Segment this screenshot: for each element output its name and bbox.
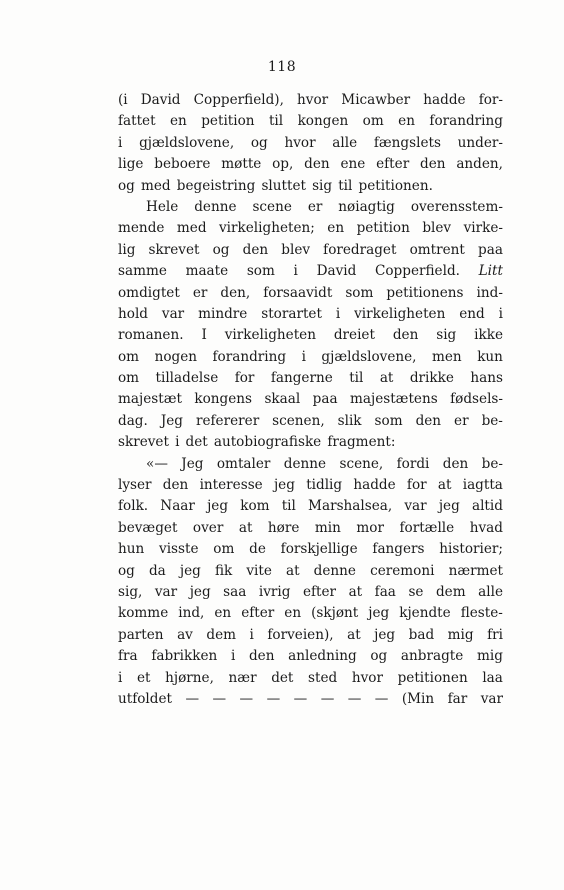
word: fra [118,648,138,665]
word: var [154,583,178,600]
word: til [349,370,364,387]
word: jeg [368,605,390,622]
word: bevæget [118,519,178,536]
word: jeg [179,562,201,579]
text-line [118,668,503,689]
text-line [118,240,503,261]
word: drikke [409,370,454,387]
word: var [404,498,427,515]
word: en [214,605,232,622]
word: virkeligheten [224,327,316,344]
word: min [314,519,341,536]
word: folk. [118,498,149,515]
word: (i [118,92,128,108]
text-line [118,261,503,282]
word: denne [283,455,327,472]
word: nogen [154,348,198,365]
word: alle [332,134,358,151]
word: dreiet [333,327,375,344]
word: den [304,156,330,173]
word: kongens [194,391,253,408]
word: i [175,434,180,451]
word: mor [356,519,384,536]
word: majestæt [118,391,182,408]
word: fragment: [327,434,396,451]
word: den [242,241,269,258]
word: petitionen [397,669,468,686]
word: utfoldet [118,690,172,707]
word: petition [201,113,255,130]
word: hvor [297,92,329,108]
word: en [327,220,345,237]
word: fordi [396,455,430,472]
word: nøiagtig [338,198,395,215]
word: efter [376,156,410,173]
word: denne [313,562,356,579]
word: lyser [118,477,152,494]
word: om [362,113,384,130]
word: at [238,519,253,536]
word: fængslets [373,134,441,151]
word: anden, [456,156,503,173]
word: David [316,263,357,280]
word: Copperfield. [374,263,460,280]
word: nær [228,669,257,686]
word: i [249,626,254,643]
word: virke- [463,220,503,237]
word: over [192,519,224,536]
word: kun [477,348,503,365]
word: fik [214,562,233,579]
word: som [246,263,275,280]
word: en [398,113,415,130]
word: komme [118,605,169,622]
word: — [239,690,254,707]
text-line [118,582,503,603]
word: et [136,669,151,686]
word: skaal [264,391,301,408]
word: fortælle [399,519,455,536]
word: Litt [478,263,503,280]
word: møtte [221,156,262,173]
word: altid [471,498,503,515]
text-line [118,496,503,517]
word: Micawber [341,92,411,108]
word: hvor [351,669,383,686]
word: at [348,583,363,600]
word: — [347,690,362,707]
word: petitionens [386,284,464,301]
word: i [293,263,298,280]
word: storartet [261,305,322,322]
word: hun [118,541,145,558]
word: fattet [118,113,156,130]
word: at [347,626,361,643]
word: sig [436,327,457,344]
word: saa [223,583,247,600]
word: hold [118,305,148,322]
word: fleste- [460,605,503,622]
text-line [118,454,503,475]
word: parten [118,626,164,643]
word: I [201,327,207,344]
word: jeg [374,626,396,643]
word: iagtta [462,477,503,494]
text-line [118,347,503,368]
word: Jeg [160,412,184,429]
body-text [118,90,503,710]
word: om [118,370,140,387]
word: i [498,305,503,322]
word: Marshalsea, [308,498,393,515]
word: i [301,348,306,365]
word: David [140,92,181,108]
word: den [420,156,446,173]
word: kom [240,498,270,515]
text-line [118,283,503,304]
word: denne [194,198,237,215]
word: om [118,348,140,365]
word: at [379,370,394,387]
word: end [459,305,485,322]
word: blev [422,220,452,237]
text-line [118,603,503,624]
word: dem [435,583,466,600]
text-line [118,518,503,539]
word: hvad [469,519,503,536]
word: petition [356,220,410,237]
word: far [447,690,468,707]
word: bad [408,626,435,643]
word: refererer [195,412,260,429]
word: scene, [339,455,384,472]
word: den [248,648,275,665]
word: og [250,134,268,151]
word: fødsels- [450,391,503,408]
word: at [437,477,452,494]
word: — [266,690,281,707]
word: op, [272,156,294,173]
word: det [185,434,208,451]
word: var [480,690,503,707]
text-line [118,111,503,132]
word: jeg [438,498,460,515]
word: hjørne, [165,669,214,686]
word: skrevet [118,434,169,451]
word: fri [487,626,503,643]
word: hvor [284,134,316,151]
word: er [192,284,208,301]
word: sted [308,669,338,686]
word: be- [481,412,503,429]
word: historier; [439,541,503,558]
word: jeg [189,583,211,600]
word: — [320,690,335,707]
word: Hele [146,198,179,215]
word: mindre [198,305,248,322]
text-line [118,176,503,197]
word: mig [447,626,474,643]
word: i [230,648,236,665]
word: (skjønt [311,605,359,622]
word: da [148,562,166,579]
word: for [234,370,255,387]
word: gjældslovene, [139,134,235,151]
word: den [392,327,419,344]
text-line [118,432,503,453]
text-line [118,304,503,325]
word: se [408,583,424,600]
text-line [118,90,503,111]
word: forsaavidt [263,284,333,301]
word: en [170,113,187,130]
text-line [118,411,503,432]
word: av [177,626,193,643]
word: sluttet [261,177,306,194]
word: om [213,541,235,558]
word: ind- [476,284,503,301]
word: er [454,412,469,429]
word: romanen. [118,327,184,344]
text-line [118,625,503,646]
word: forskjellige [280,541,358,558]
word: scene [252,198,292,215]
text-line [118,197,503,218]
word: paa [312,391,338,408]
word: den [162,477,189,494]
word: anledning [288,648,357,665]
word: kjendte [399,605,451,622]
word: virkeligheten; [218,220,315,237]
word: jeg [273,477,295,494]
word: be- [481,455,503,472]
word: — [212,690,227,707]
text-line [118,389,503,410]
word: lige [118,156,144,173]
word: forveien), [267,626,334,643]
word: var [161,305,185,322]
word: i [335,305,341,322]
word: sig, [118,583,143,600]
word: i [118,669,123,686]
word: virkeligheten [354,305,446,322]
word: lig [118,241,136,258]
word: sig [312,177,333,194]
word: slik [337,412,362,429]
word: de [249,541,266,558]
word: til [281,498,296,515]
word: men [432,348,462,365]
word: nærmet [448,562,503,579]
word: med [141,177,171,194]
word: fabrikken [151,648,218,665]
word: hadde [423,92,466,108]
word: og [118,562,135,579]
word: tilladelse [155,370,219,387]
word: høre [267,519,300,536]
word: er [307,198,323,215]
word: petitionen. [358,177,433,194]
text-line [118,218,503,239]
word: ivrig [258,583,291,600]
word: forandring [212,348,287,365]
word: ene [340,156,366,173]
word: begeistring [176,177,256,194]
text-line [118,646,503,667]
word: hans [470,370,503,387]
word: — [185,690,200,707]
word: «— [146,455,168,472]
word: paa [478,241,503,258]
word: fangerne [270,370,333,387]
word: den, [220,284,251,301]
word: Jeg [181,455,204,472]
word: mende [118,220,165,237]
text-line [118,368,503,389]
word: det [271,669,294,686]
word: visste [159,541,199,558]
word: jeg [207,498,229,515]
word: og [118,177,135,194]
text-line [118,539,503,560]
word: skrevet [148,241,200,258]
word: den [415,412,442,429]
word: autobiografiske [213,434,322,451]
text-line [118,561,503,582]
word: foredraget [323,241,397,258]
text-line [118,689,503,710]
word: ind, [178,605,205,622]
page-number: 118 [267,59,297,75]
word: forandring [429,113,503,130]
word: ceremoni [370,562,435,579]
word: gjældslovene, [321,348,417,365]
word: — [293,690,308,707]
word: omtaler [216,455,271,472]
word: — [374,690,389,707]
word: majestætens [349,391,438,408]
word: Naar [160,498,195,515]
word: for [406,477,427,494]
text-line [118,133,503,154]
word: laa [482,669,503,686]
text-line [118,475,503,496]
word: maate [185,263,229,280]
word: med [176,220,207,237]
word: samme [118,263,167,280]
word: mig [476,648,503,665]
word: blev [281,241,311,258]
word: hadde [353,477,396,494]
word: og [212,241,230,258]
word: efter [241,605,275,622]
word: omtrent [409,241,465,258]
word: overensstem- [410,198,503,215]
word: til [268,113,284,130]
word: i [118,134,123,151]
word: under- [457,134,503,151]
word: en [284,605,302,622]
word: dag. [118,412,148,429]
word: anbragte [400,648,464,665]
word: omdigtet [118,284,180,301]
word: dem [206,626,237,643]
word: vite [246,562,272,579]
text-line [118,154,503,175]
word: som [374,412,403,429]
word: beboere [154,156,211,173]
word: til [338,177,353,194]
word: scenen, [272,412,325,429]
text-line [118,325,503,346]
word: for- [478,92,503,108]
word: og [370,648,388,665]
word: fangers [372,541,425,558]
word: den [442,455,469,472]
word: kongen [297,113,349,130]
word: efter [302,583,337,600]
word: ikke [474,327,503,344]
word: alle [478,583,503,600]
word: Copperfield), [193,92,284,108]
word: som [345,284,374,301]
word: interesse [199,477,263,494]
word: faa [374,583,396,600]
word: at [286,562,300,579]
word: tidlig [306,477,343,494]
word: (Min [401,690,435,707]
